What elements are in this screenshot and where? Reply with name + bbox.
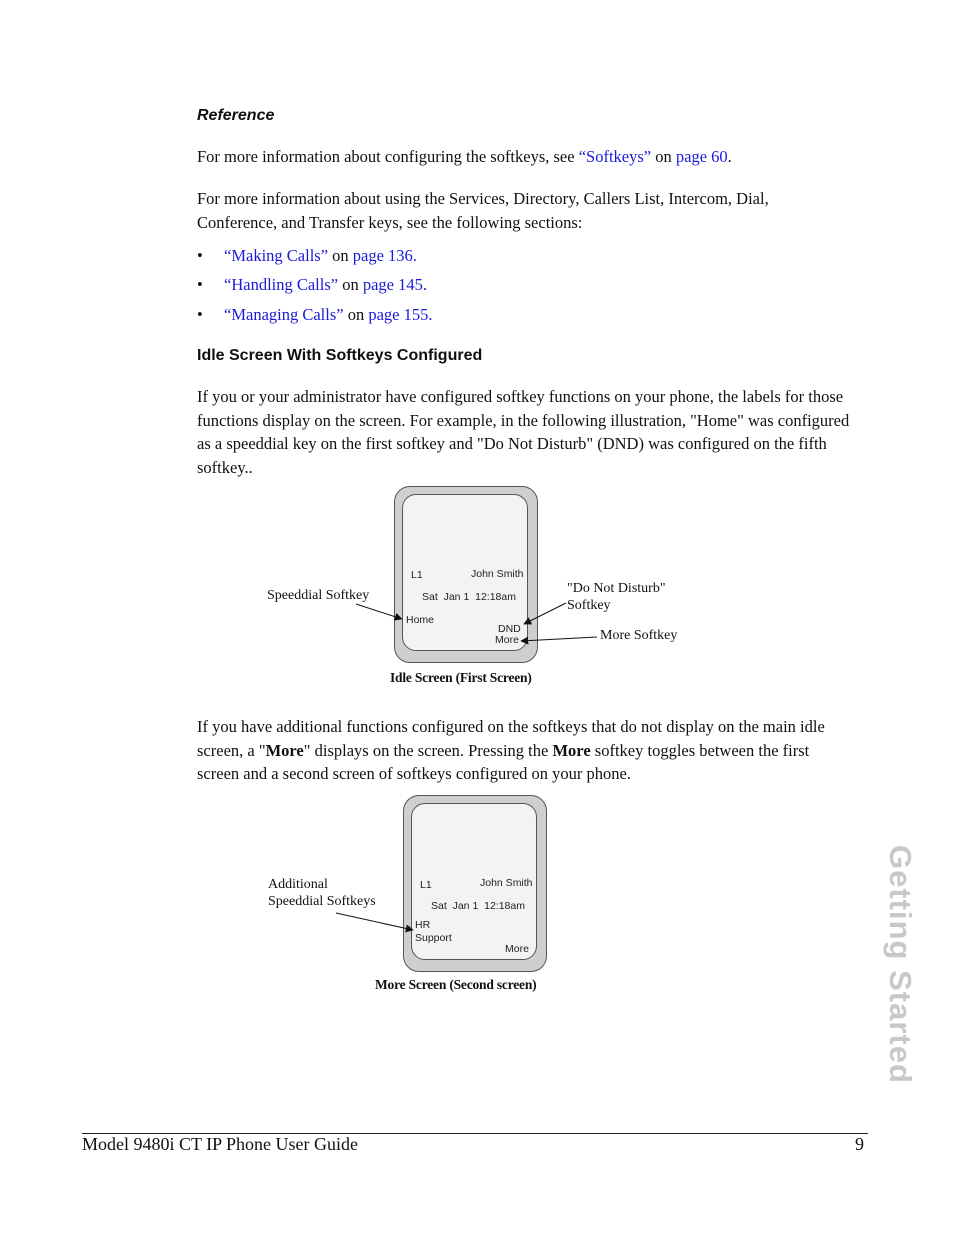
softkey-dnd: DND	[498, 623, 521, 635]
text-line: HR	[415, 919, 431, 931]
idle-screen-heading: Idle Screen With Softkeys Configured	[197, 347, 483, 364]
bullet-icon: •	[197, 246, 203, 265]
page-number: 9	[855, 1134, 864, 1154]
text-line: "Do Not Disturb"	[567, 581, 666, 596]
reference-heading: Reference	[197, 107, 275, 124]
text: More	[552, 740, 591, 760]
text-line: as a speeddial key on the first softkey and "Do Not Disturb" (DND) was configured on the fifth	[197, 434, 827, 453]
text: More	[265, 740, 304, 760]
making-calls-link[interactable]: “Making Calls”	[224, 246, 329, 265]
text-line: If you or your administrator have configured softkey functions on your phone, the labels for those	[197, 387, 844, 406]
date-time-2: Sat Jan 1 12:18am	[431, 900, 525, 912]
softkey-more: More	[495, 634, 519, 646]
text-line: If you have additional functions configured on the softkeys that do not display on the main idle	[197, 717, 825, 736]
softkey-home: Home	[406, 614, 435, 626]
softkeys-link[interactable]: “Softkeys”	[578, 147, 652, 166]
page-155-link[interactable]: page 155.	[368, 305, 433, 324]
text: on	[338, 275, 363, 294]
date-time: Sat Jan 1 12:18am	[422, 591, 516, 603]
bullet-icon: •	[197, 275, 203, 294]
softkey-more-2: More	[505, 943, 529, 955]
chapter-title: Getting Started	[883, 845, 918, 1084]
footer-title: Model 9480i CT IP Phone User Guide	[82, 1134, 358, 1154]
text-line: Conference, and Transfer keys, see the following sections:	[197, 212, 583, 232]
text-line: Additional	[268, 877, 328, 892]
text: on	[343, 305, 369, 324]
label-more-softkey: More Softkey	[600, 628, 678, 643]
text: For more information about configuring the softkeys, see	[197, 147, 579, 166]
figure-2-caption: More Screen (Second screen)	[375, 977, 537, 992]
arrow-more	[521, 637, 597, 641]
figure-1-caption: Idle Screen (First Screen)	[390, 670, 532, 685]
page-60-link[interactable]: page 60	[675, 147, 728, 166]
arrow-additional-speeddial	[336, 913, 413, 930]
text: on	[328, 246, 353, 265]
text-line: Support	[415, 932, 452, 944]
arrow-speeddial	[356, 604, 402, 619]
label-speeddial-softkey: Speeddial Softkey	[267, 588, 370, 603]
text-line: screen and a second screen of softkeys configured on your phone.	[197, 764, 631, 783]
text-line: softkey..	[197, 457, 253, 477]
managing-calls-link[interactable]: “Managing Calls”	[224, 305, 344, 324]
arrow-dnd	[524, 603, 566, 624]
user-name-2: John Smith	[480, 877, 533, 889]
user-name: John Smith	[471, 568, 524, 580]
text-line: functions display on the screen. For example, in the following illustration, "Home" was configured	[197, 410, 850, 430]
text: screen, a "	[197, 740, 266, 760]
bullet-icon: •	[197, 305, 203, 324]
handling-calls-link[interactable]: “Handling Calls”	[224, 275, 339, 294]
page-136-link[interactable]: page 136.	[352, 246, 417, 265]
line-indicator-2: L1	[420, 879, 432, 891]
text: on	[651, 147, 676, 166]
line-indicator: L1	[411, 569, 423, 581]
text: " displays on the screen. Pressing the	[303, 740, 553, 760]
text-line: For more information about using the Services, Directory, Callers List, Intercom, Dial,	[197, 189, 769, 208]
chapter-side-tab	[880, 845, 920, 1110]
text: .	[727, 147, 732, 166]
page-145-link[interactable]: page 145.	[362, 275, 428, 294]
text-line: Softkey	[567, 598, 611, 613]
text: softkey toggles between the first	[590, 740, 810, 760]
text-line: Speeddial Softkeys	[268, 894, 376, 909]
